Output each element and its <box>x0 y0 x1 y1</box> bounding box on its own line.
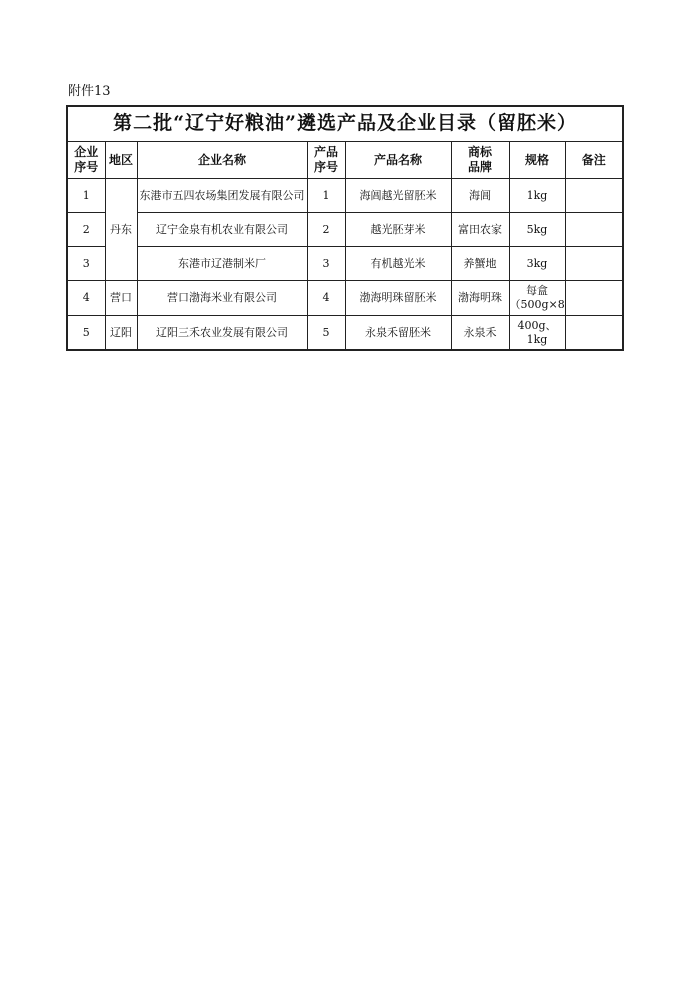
cell-brand: 海阊 <box>451 179 509 213</box>
attachment-label: 附件13 <box>68 84 111 99</box>
cell-remarks <box>565 213 623 247</box>
cell-company-name: 营口渤海米业有限公司 <box>137 281 307 316</box>
cell-remarks <box>565 179 623 213</box>
product-catalog-table <box>66 105 624 351</box>
table-row <box>67 316 623 351</box>
cell-region: 丹东 <box>105 179 137 281</box>
cell-product-name: 有机越光米 <box>345 247 451 281</box>
cell-product-name: 渤海明珠留胚米 <box>345 281 451 316</box>
cell-product-name: 越光胚芽米 <box>345 213 451 247</box>
header-company-name: 企业名称 <box>137 142 307 179</box>
cell-company-no: 3 <box>67 247 105 281</box>
cell-product-no: 1 <box>307 179 345 213</box>
table-header-row <box>67 142 623 179</box>
cell-region: 辽阳 <box>105 316 137 351</box>
cell-brand: 养蟹地 <box>451 247 509 281</box>
cell-spec: 每盒（500g×8 <box>509 281 565 316</box>
cell-brand: 永泉禾 <box>451 316 509 351</box>
table-title-row <box>67 106 623 142</box>
cell-company-name: 辽宁金泉有机农业有限公司 <box>137 213 307 247</box>
header-brand: 商标品牌 <box>451 142 509 179</box>
table-row <box>67 281 623 316</box>
header-product-no: 产品序号 <box>307 142 345 179</box>
cell-spec: 5kg <box>509 213 565 247</box>
cell-remarks <box>565 281 623 316</box>
table-row <box>67 179 623 213</box>
cell-region: 营口 <box>105 281 137 316</box>
cell-product-name: 海阊越光留胚米 <box>345 179 451 213</box>
cell-company-no: 4 <box>67 281 105 316</box>
cell-company-no: 5 <box>67 316 105 351</box>
header-product-name: 产品名称 <box>345 142 451 179</box>
cell-brand: 富田农家 <box>451 213 509 247</box>
cell-company-name: 辽阳三禾农业发展有限公司 <box>137 316 307 351</box>
cell-remarks <box>565 316 623 351</box>
table-row <box>67 213 623 247</box>
cell-company-no: 1 <box>67 179 105 213</box>
cell-product-no: 3 <box>307 247 345 281</box>
header-company-no: 企业序号 <box>67 142 105 179</box>
cell-spec: 1kg <box>509 179 565 213</box>
cell-spec: 3kg <box>509 247 565 281</box>
cell-company-no: 2 <box>67 213 105 247</box>
header-spec: 规格 <box>509 142 565 179</box>
cell-company-name: 东港市五四农场集团发展有限公司 <box>137 179 307 213</box>
cell-remarks <box>565 247 623 281</box>
table-title: 第二批“辽宁好粮油”遴选产品及企业目录（留胚米） <box>67 106 623 142</box>
cell-product-name: 永泉禾留胚米 <box>345 316 451 351</box>
cell-company-name: 东港市辽港制米厂 <box>137 247 307 281</box>
cell-product-no: 5 <box>307 316 345 351</box>
cell-product-no: 4 <box>307 281 345 316</box>
cell-brand: 渤海明珠 <box>451 281 509 316</box>
header-region: 地区 <box>105 142 137 179</box>
table-row <box>67 247 623 281</box>
cell-product-no: 2 <box>307 213 345 247</box>
header-remarks: 备注 <box>565 142 623 179</box>
cell-spec: 400g、1kg <box>509 316 565 351</box>
